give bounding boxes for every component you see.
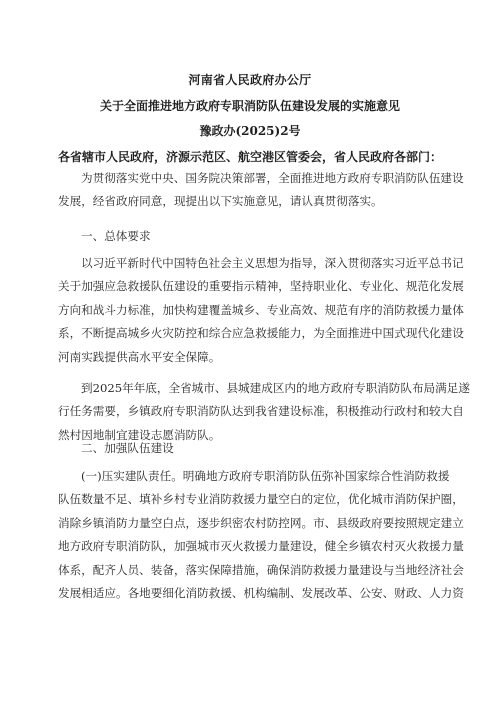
text-line: 到2025年年底，全省城市、县城建成区内的地方政府专职消防队布局满足遂 [81,381,470,395]
text-line: 消除乡镇消防力量空白点，逐步织密农村防控网。市、县级政府要按照规定建立 [58,515,464,530]
section-heading-general-requirements: 一、总体要求 [81,229,151,243]
text-line: 方向和战斗力标准，加快构建覆盖城乡、专业高效、规范有序的消防救援力量体 [58,302,464,317]
text-line: 河南实践提供高水平安全保障。 [58,349,221,364]
document-title: 关于全面推进地方政府专职消防队伍建设发展的实施意见 [99,99,400,113]
document-number: 豫政办(2025)2号 [199,124,301,138]
text-line: 系，不断提高城乡火灾防控和综合应急救援能力，为全面推进中国式现代化建设 [58,326,464,341]
paragraph-responsibilities [58,465,464,605]
text-line: 发展，经省政府同意，现提出以下实施意见，请认真贯彻落实。 [58,194,383,209]
issuer-heading: 河南省人民政府办公厅 [188,73,312,87]
text-line: 然村因地制宜建设志愿消防队。 [58,427,221,442]
text-line: 关于加强应急救援队伍建设的重要指示精神，坚持职业化、专业化、规范化发展 [58,279,464,294]
text-line: 以习近平新时代中国特色社会主义思想为指导，深入贯彻落实习近平总书记 [81,256,464,270]
addressee-line: 各省辖市人民政府，济源示范区、航空港区管委会，省人民政府各部门： [58,150,443,164]
paragraph-intro [58,167,464,214]
text-line: 为贯彻落实党中央、国务院决策部署，全面推进地方政府专职消防队伍建设 [81,171,464,185]
text-line: 发展相适应。各地要细化消防救援、机构编制、发展改革、公安、财政、人力资 [58,586,464,601]
section-heading-team-building: 二、加强队伍建设 [81,441,174,455]
paragraph-2025-goals [58,377,470,447]
text-line: 体系，配齐人员、装备，落实保障措施，确保消防救援力量建设与当地经济社会 [58,562,464,577]
text-line: 行任务需要，乡镇政府专职消防队达到我省建设标准，积极推动行政村和较大自 [58,404,464,419]
text-line: 地方政府专职消防队，加强城市灭火救援力量建设，健全乡镇农村灭火救援力量 [58,539,464,554]
text-line: 队伍数量不足、填补乡村专业消防救援力量空白的定位，优化城市消防保护圈， [58,492,464,507]
paragraph-guiding-principles [58,252,464,369]
text-line: (一)压实建队责任。明确地方政府专职消防队伍弥补国家综合性消防救援 [81,469,450,483]
